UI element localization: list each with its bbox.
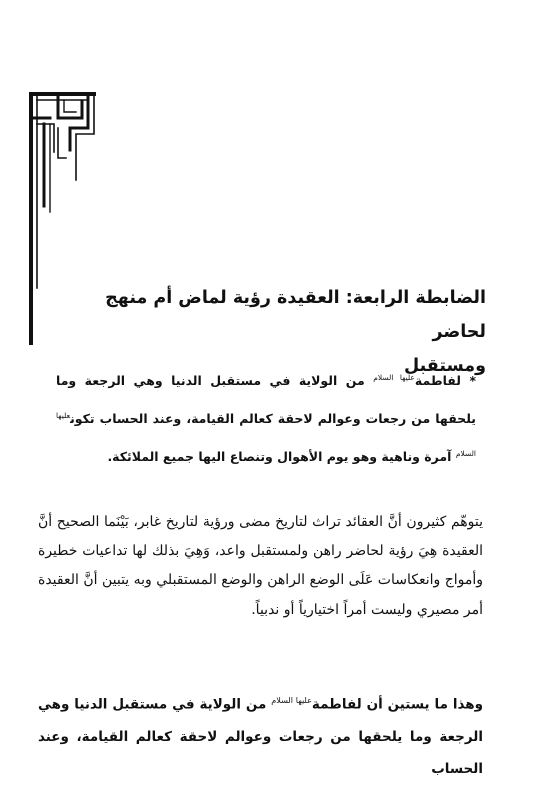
note-segment-2: من الولاية في مستقبل الدنيا وهي الرجعة وما يلحقها من رجعات وعوالم لاحقة كعالم القيامة، وعند الحساب تكون [56, 373, 476, 427]
note-bullet: * [469, 373, 477, 389]
section-heading-line2: ومستقبل [403, 356, 486, 376]
highlight-note [56, 361, 476, 475]
honorific-symbol: عليها السلام [56, 410, 476, 458]
paragraph2-segment-2: من الولاية في مستقبل الدنيا وهي الرجعة وما يلحقها من رجعات وعوالم لاحقة كعالم القيامة، وعند الحساب [38, 696, 483, 777]
paragraph2-segment-1: وهذا ما يستين أن لفاطمة [311, 696, 483, 713]
body-paragraph: يتوهّم كثيرون أنَّ العقائد تراث لتاريخ مضى ورؤية لتاريخ غابر، بَيْنَما الصحيح أنَّ العقيدة هِيَ رؤية لحاضر راهن ولمستقبل واعد، وَهِيَ بذلك لها تداعيات خطيرة وأمواج وانعكاسات عَلَى الوضع الراهن والوضع المستقبلي وبه يتبين أنَّ العقيدة أمر مصيري وليست أمراً اختيارياً أو ندبياً. [38, 514, 484, 618]
note-segment-1: لفاطمة [414, 373, 461, 389]
honorific-symbol: عليها السلام [373, 373, 415, 382]
note-segment-3: آمرة وناهية وهو يوم الأهوال وتنصاع اليها جميع الملائكة. [107, 448, 452, 464]
honorific-symbol: عليها السلام [271, 695, 312, 705]
body-paragraph-bold [38, 684, 483, 785]
section-heading-line1: الضابطة الرابعة: العقيدة رؤية لماض أم منهج لحاضر [105, 288, 486, 342]
